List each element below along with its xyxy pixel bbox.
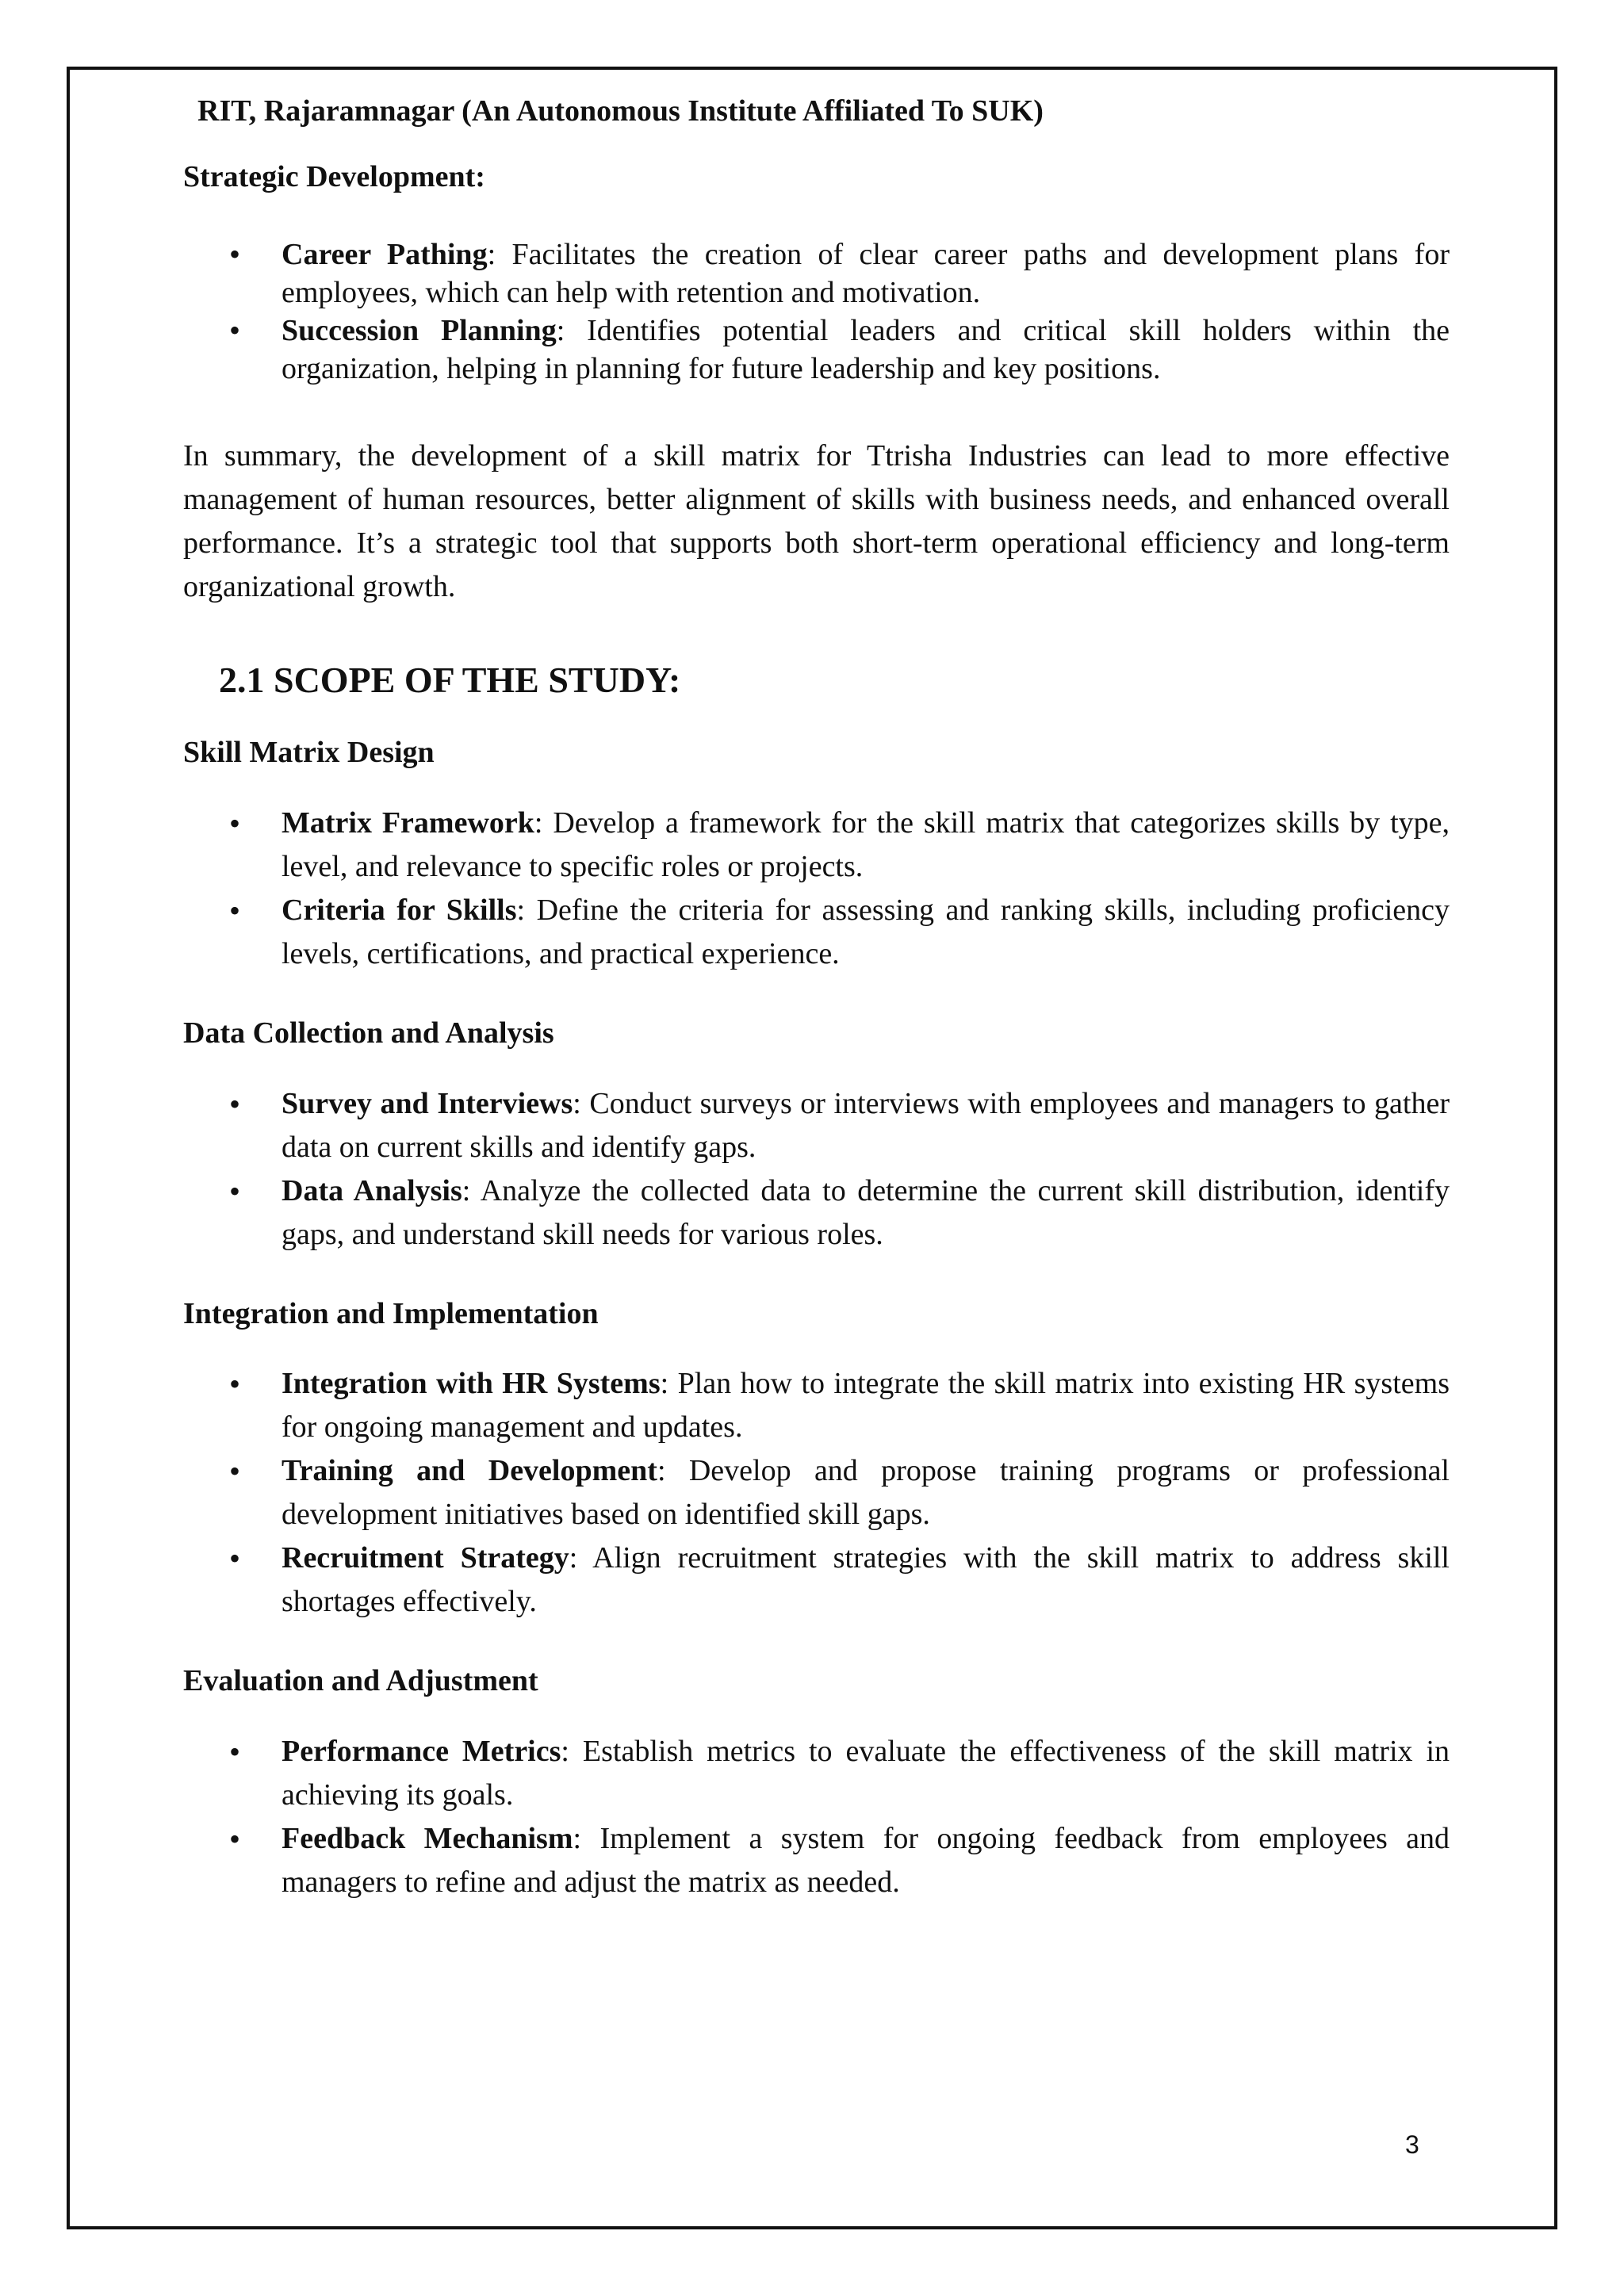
list-item (183, 1817, 1450, 1904)
section-heading-skill-matrix-design: Skill Matrix Design (183, 736, 435, 770)
bullet-icon: • (229, 1540, 241, 1577)
list-item (183, 1536, 1450, 1624)
item-term: Data Analysis (282, 1173, 462, 1207)
list-item (183, 889, 1450, 976)
item-term: Career Pathing (282, 238, 488, 272)
item-term: Training and Development (282, 1454, 657, 1488)
list-item (183, 1362, 1450, 1449)
item-term: Succession Planning (282, 314, 557, 348)
strategic-development-heading: Strategic Development: (183, 159, 485, 193)
bullet-icon: • (229, 1366, 241, 1402)
strategic-development-list (183, 235, 1450, 388)
institute-header: RIT, Rajaramnagar (An Autonomous Institute Affiliated To SUK) (197, 94, 1044, 128)
list-item (183, 312, 1450, 388)
list-item (183, 1449, 1450, 1536)
data-collection-list (183, 1082, 1450, 1257)
bullet-icon: • (229, 1733, 241, 1770)
scope-heading: 2.1 SCOPE OF THE STUDY: (219, 660, 681, 701)
item-term: Recruitment Strategy (282, 1541, 569, 1575)
list-item (183, 802, 1450, 889)
item-term: Survey and Interviews (282, 1086, 573, 1120)
item-term: Feedback Mechanism (282, 1821, 573, 1855)
item-text: : Align recruitment strategies with the skill matrix to address skill shortages effectively. (282, 1541, 1450, 1619)
item-term: Criteria for Skills (282, 893, 517, 927)
bullet-icon: • (229, 1085, 241, 1122)
section-heading-integration: Integration and Implementation (183, 1296, 599, 1330)
item-text: : Facilitates the creation of clear career paths and development plans for employees, which can help with retention and motivation. (282, 238, 1450, 310)
section-heading-data-collection: Data Collection and Analysis (183, 1016, 554, 1050)
bullet-icon: • (229, 312, 241, 349)
bullet-icon: • (229, 1173, 241, 1209)
item-text: : Establish metrics to evaluate the effectiveness of the skill matrix in achieving its goals. (282, 1734, 1450, 1812)
bullet-icon: • (229, 805, 241, 841)
bullet-icon: • (229, 1453, 241, 1490)
bullet-icon: • (229, 892, 241, 928)
summary-paragraph: In summary, the development of a skill matrix for Ttrisha Industries can lead to more effective management of human resources, better alignment of skills with business needs, and enhanced overall performance. It’s a strategic tool that supports both short-term operational efficiency and long-term organizational growth. (183, 439, 1450, 604)
item-text: : Plan how to integrate the skill matrix into existing HR systems for ongoing management and updates. (282, 1367, 1450, 1445)
bullet-icon: • (229, 236, 241, 273)
integration-list (183, 1362, 1450, 1624)
item-text: : Develop a framework for the skill matrix that categorizes skills by type, level, and relevance to specific roles or projects. (282, 806, 1450, 883)
evaluation-list (183, 1730, 1450, 1904)
item-term: Integration with HR Systems (282, 1367, 661, 1401)
item-text: : Develop and propose training programs or professional development initiatives based on identified skill gaps. (282, 1454, 1450, 1532)
document-body (183, 94, 1450, 1904)
item-text: : Identifies potential leaders and critical skill holders within the organization, helping in planning for future leadership and key positions. (282, 314, 1450, 386)
item-text: : Conduct surveys or interviews with employees and managers to gather data on current skills and identify gaps. (282, 1086, 1450, 1164)
list-item (183, 1082, 1450, 1169)
section-heading-evaluation: Evaluation and Adjustment (183, 1664, 538, 1698)
item-text: : Implement a system for ongoing feedback from employees and managers to refine and adjust the matrix as needed. (282, 1821, 1450, 1899)
list-item (183, 235, 1450, 312)
list-item (183, 1730, 1450, 1817)
item-text: : Analyze the collected data to determine the current skill distribution, identify gaps, and understand skill needs for various roles. (282, 1173, 1450, 1251)
skill-matrix-design-list (183, 802, 1450, 976)
item-term: Matrix Framework (282, 806, 534, 840)
item-term: Performance Metrics (282, 1734, 561, 1768)
bullet-icon: • (229, 1820, 241, 1857)
list-item (183, 1169, 1450, 1257)
page-number: 3 (1405, 2130, 1419, 2159)
item-text: : Define the criteria for assessing and ranking skills, including proficiency levels, certifications, and practical experience. (282, 893, 1450, 970)
